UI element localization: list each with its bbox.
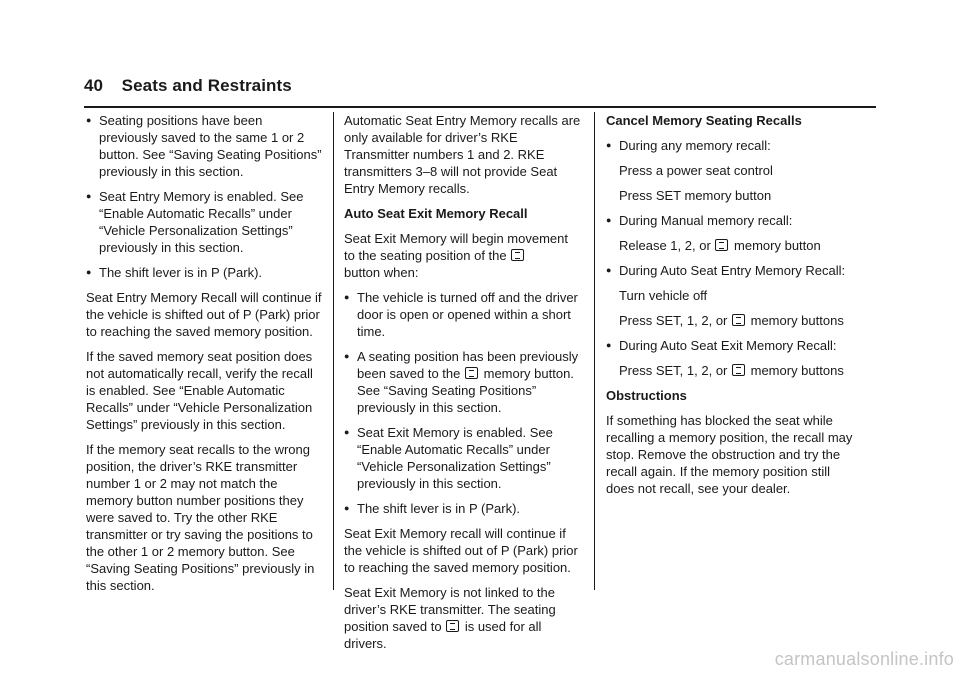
seat-exit-memory-button-icon <box>465 367 478 379</box>
sub-item: Press SET, 1, 2, or memory buttons <box>619 313 844 328</box>
bullet-item: ● Seat Entry Memory is enabled. See “Enable Automatic Recalls” under “Vehicle Personalization Settings” previously in this section. <box>86 188 324 256</box>
paragraph: Seat Entry Memory Recall will continue if the vehicle is shifted out of P (Park) prior to reaching the saved memory position. <box>86 290 322 339</box>
column-divider <box>594 112 595 590</box>
bullet-item: ● Seat Exit Memory is enabled. See “Enable Automatic Recalls” under “Vehicle Personalization Settings” previously in this section. <box>344 424 582 492</box>
column-1 <box>86 112 324 602</box>
bullet-item: ● Seating positions have been previously saved to the same 1 or 2 button. See “Saving Seating Positions” previously in this section. <box>86 112 324 180</box>
watermark: carmanualsonline.info <box>774 649 954 669</box>
sub-item: Press SET memory button <box>619 188 772 203</box>
subheading: Auto Seat Exit Memory Recall <box>344 206 528 221</box>
paragraph: Seat Exit Memory will begin movement to the seating position of the button when: <box>344 231 568 280</box>
bullet-item: ● The shift lever is in P (Park). <box>344 500 582 517</box>
seat-exit-memory-button-icon <box>446 620 459 632</box>
column-3 <box>606 112 856 505</box>
paragraph: Automatic Seat Entry Memory recalls are only available for driver’s RKE Transmitter numbers 1 and 2. RKE transmitters 3–8 will not provide Seat Entry Memory recalls. <box>344 113 581 196</box>
header-rule <box>84 106 876 108</box>
subheading: Obstructions <box>606 388 687 403</box>
bullet-item: ● During Auto Seat Entry Memory Recall: <box>606 262 856 279</box>
bullet-item: ● During any memory recall: <box>606 137 856 154</box>
seat-exit-memory-button-icon <box>715 239 728 251</box>
paragraph: If the saved memory seat position does not automatically recall, verify the recall is enabled. See “Enable Automatic Recalls” under “Vehicle Personalization Settings” previously in this section. <box>86 349 313 432</box>
sub-item: Press SET, 1, 2, or memory buttons <box>619 363 844 378</box>
page-header <box>84 76 876 110</box>
bullet-item: ● During Manual memory recall: <box>606 212 856 229</box>
seat-exit-memory-button-icon <box>732 364 745 376</box>
seat-exit-memory-button-icon <box>732 314 745 326</box>
bullet-item: ● The shift lever is in P (Park). <box>86 264 324 281</box>
page-number: 40 <box>84 76 104 95</box>
paragraph: If something has blocked the seat while recalling a memory position, the recall may stop. Remove the obstruction and try the recall again. If the memory position still does not recall, see your dealer. <box>606 413 853 496</box>
paragraph: If the memory seat recalls to the wrong position, the driver’s RKE transmitter number 1 or 2 may not match the memory button number positions they were saved to. Try the other RKE transmitter or try saving the positions to the other 1 or 2 memory button. See “Saving Seating Positions” previously in this section. <box>86 442 315 593</box>
sub-item: Press a power seat control <box>619 163 773 178</box>
section-title: Seats and Restraints <box>121 76 292 95</box>
bullet-item: ● A seating position has been previously been saved to the memory button. See “Saving Seating Positions” previously in this section. <box>344 348 582 416</box>
paragraph: Seat Exit Memory recall will continue if the vehicle is shifted out of P (Park) prior to reaching the saved memory position. <box>344 526 578 575</box>
column-divider <box>333 112 334 590</box>
subheading: Cancel Memory Seating Recalls <box>606 113 802 128</box>
sub-item: Release 1, 2, or memory button <box>619 238 821 253</box>
sub-item: Turn vehicle off <box>619 288 708 303</box>
bullet-item: ● The vehicle is turned off and the driver door is open or opened within a short time. <box>344 289 582 340</box>
paragraph: Seat Exit Memory is not linked to the driver’s RKE transmitter. The seating position saved to is used for all drivers. <box>344 585 556 651</box>
seat-exit-memory-button-icon <box>511 249 524 261</box>
bullet-item: ● During Auto Seat Exit Memory Recall: <box>606 337 856 354</box>
column-2 <box>344 112 582 660</box>
